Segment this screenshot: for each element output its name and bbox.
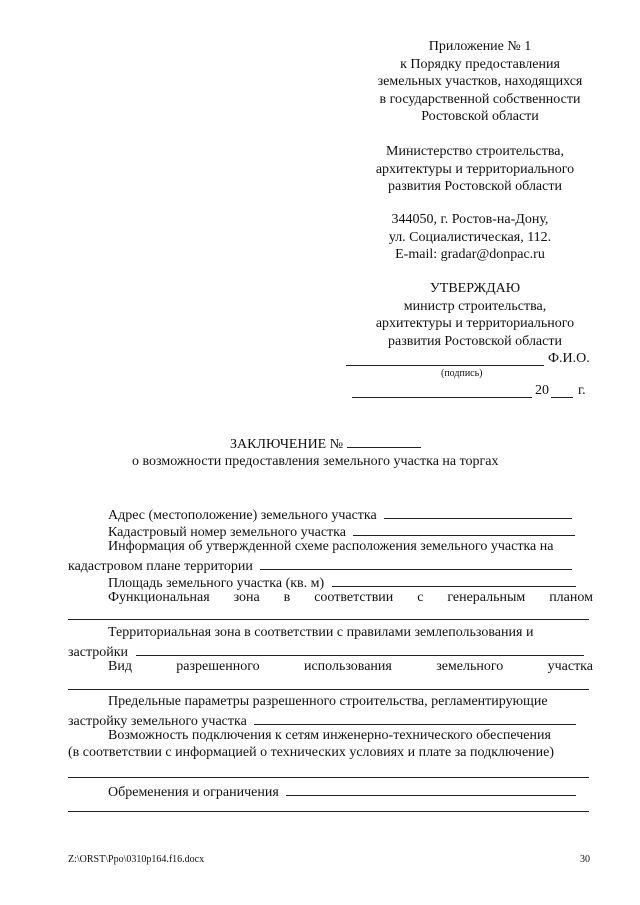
field-terr-zone-row1 [68,625,593,641]
footer-path: Z:\ORST\Ppo\0310p164.f16.docx [68,854,205,865]
use-word: участка [547,659,593,674]
use-word: земельного [436,659,504,674]
fio-label: Ф.И.О. [548,351,590,366]
limits-blank [254,711,576,725]
appendix-line: земельных участков, находящихся [377,74,583,89]
encumbrance-blank-2 [68,811,589,812]
func-zone-word: Функциональная [108,590,210,605]
func-zone-word: планом [549,590,593,605]
ministry-line: архитектуры и территориального [375,161,575,177]
use-word: использования [303,659,392,674]
field-connect-row1 [68,728,593,744]
field-connect-row2 [68,745,593,761]
terr-zone-label-2: застройки [68,645,129,660]
signature-line [346,365,544,366]
func-zone-word: с [417,590,424,605]
field-limits-row1 [68,694,593,710]
field-address-label: Адрес (местоположение) земельного участка [108,508,377,523]
ministry-line: развития Ростовской области [388,179,562,194]
appendix-header [360,38,600,126]
func-zone-word: соответствии [314,590,394,605]
func-zone-word: зона [233,590,260,605]
field-area-label: Площадь земельного участка (кв. м) [108,576,325,591]
func-zone-blank [68,619,589,620]
limits-label-1: Предельные параметры разрешенного строительства, регламентирующие [108,694,548,709]
field-address-blank [384,505,572,519]
use-word: Вид [108,659,132,674]
approval-block [350,280,600,350]
conclusion-subtitle: о возможности предоставления земельного участка на торгах [132,454,499,469]
year-suffix: г. [578,383,586,398]
encumbrance-label: Обременения и ограничения [108,785,279,800]
connect-blank [68,777,589,778]
ministry-block [350,143,600,196]
signature-caption: (подпись) [441,368,483,379]
appendix-line: в государственной собственности [379,91,581,107]
field-scheme-blank [260,556,572,570]
field-scheme-label-1: Информация об утвержденной схеме расположения земельного участка на [108,539,554,554]
terr-zone-label-1: Территориальная зона в соответствии с правилами землепользования и [108,625,534,640]
connect-label-2: (в соответствии с информацией о технических условиях и плате за подключение) [68,745,555,760]
field-encumbrance-row [68,782,593,801]
approve-line: министр строительства, [403,298,547,314]
address-line: E-mail: gradar@donpac.ru [395,247,545,262]
address-line: 344050, г. Ростов-на-Дону, [391,212,549,227]
approve-line: архитектуры и территориального [375,316,575,331]
year-blank [551,397,573,398]
appendix-line: Ростовской области [421,109,539,124]
address-line: ул. Социалистическая, 112. [388,229,552,245]
appendix-line: Приложение № 1 [428,39,532,54]
approve-line: развития Ростовской области [388,333,562,349]
terr-zone-blank [136,642,584,656]
conclusion-title-row [230,434,421,454]
field-func-zone-row [68,590,593,606]
page-number: 30 [580,854,590,865]
connect-label-1: Возможность подключения к сетям инженерно-технического обеспечения [108,728,551,743]
func-zone-word: генеральным [447,590,526,605]
ministry-line: Министерство строительства, [386,144,564,159]
field-use-row [68,659,593,675]
encumbrance-blank [286,782,576,796]
year-prefix: 20 [535,383,549,398]
field-cadastral-blank [353,522,575,536]
use-word: разрешенного [176,659,260,674]
date-line [352,397,532,398]
field-cadastral-label: Кадастровый номер земельного участка [108,525,346,540]
func-zone-word: в [283,590,291,605]
approve-title: УТВЕРЖДАЮ [429,281,521,296]
field-scheme-label-2: кадастровом плане территории [68,559,253,574]
conclusion-title: ЗАКЛЮЧЕНИЕ № [230,437,344,452]
address-block [360,211,580,264]
field-scheme-row1 [68,539,593,555]
use-blank [68,689,589,690]
appendix-line: к Порядку предоставления [400,56,560,72]
limits-label-2: застройку земельного участка [68,714,247,729]
field-area-blank [332,573,576,587]
conclusion-number-blank [347,434,421,448]
